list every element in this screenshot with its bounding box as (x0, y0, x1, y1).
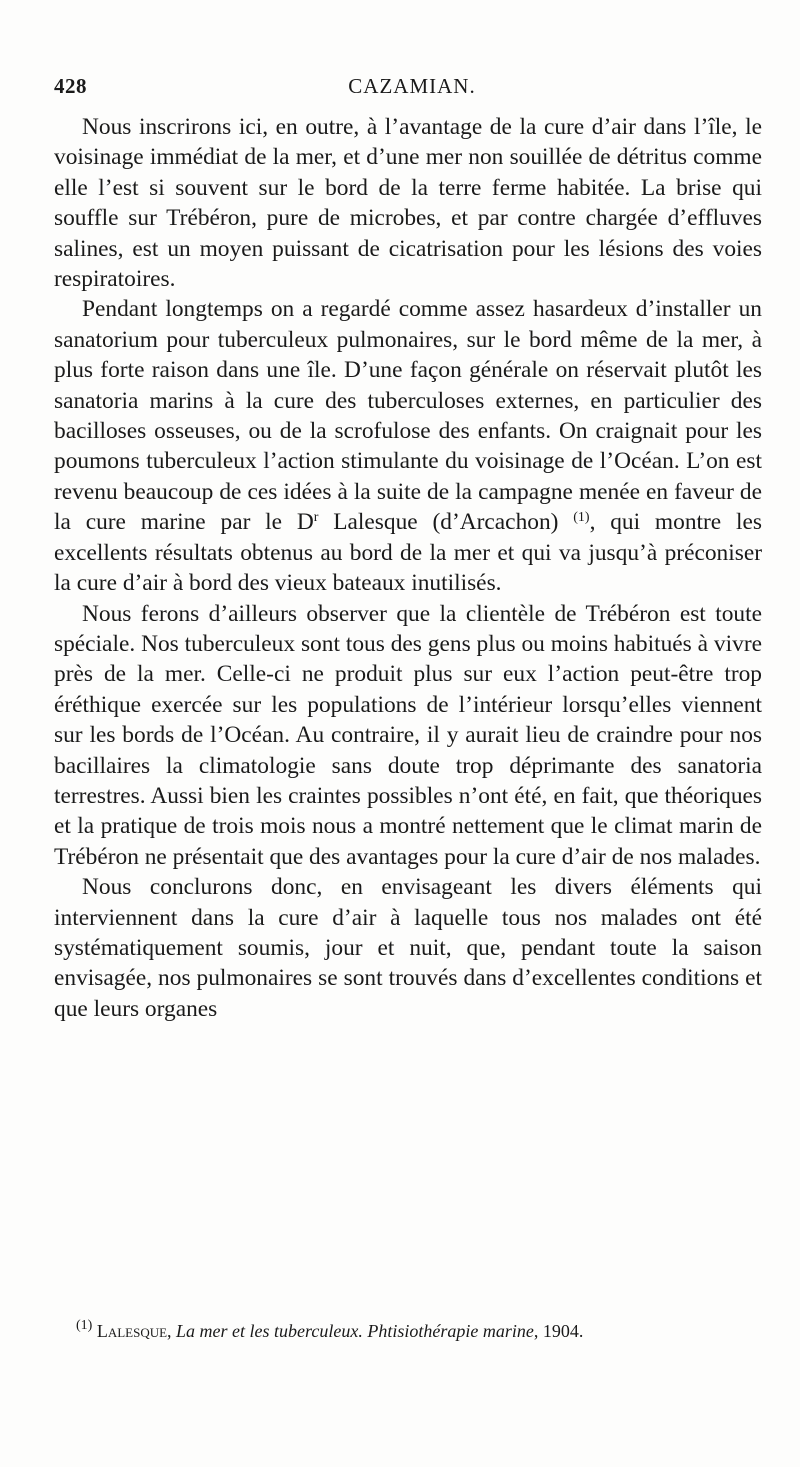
page-header (54, 74, 748, 104)
footnote-title: La mer et les tuberculeux. Phtisiothérapie marine (176, 1321, 534, 1341)
dr-superscript: r (313, 510, 319, 526)
paragraph-2-text-c: , qui montre les excellents résultats obtenus au bord de la mer et qui va jusqu’à préconiser la cure d’air à bord des vieux bateaux inutilisés. (54, 509, 762, 597)
paragraph-2-text-a: Pendant longtemps on a regardé comme assez hasardeux d’installer un sanatorium pour tuberculeux pulmonaires, sur le bord même de la mer, à plus forte raison dans une île. D’une façon générale on réservait plutôt les sanatoria marins à la cure des tuberculoses externes, en particulier des bacilloses osseuses, ou de la scrofulose des enfants. On craignait pour les poumons tuberculeux l’action stimulante du voisinage de l’Océan. L’on est revenu beaucoup de ces idées à la suite de la campagne menée en faveur de la cure marine par le D (54, 296, 762, 536)
footnote-marker: (1) (76, 1318, 93, 1333)
running-head: CAZAMIAN. (348, 74, 476, 98)
footnote-author: Lalesque (96, 1321, 168, 1341)
paragraph-2 (54, 294, 762, 598)
footnote-reference: (1) (573, 510, 590, 526)
page-number: 428 (54, 74, 87, 98)
paragraph-4: Nous conclurons donc, en envisageant les divers éléments qui interviennent dans la cure d’air à laquelle tous nos malades ont été systématiquement soumis, jour et nuit, que, pendant toute la saison envisagée, nos pulmonaires se sont trouvés dans d’excellentes conditions et que leurs organes (54, 874, 762, 1022)
body-text (54, 112, 762, 1024)
paragraph-2-text-b: Lalesque (d’Arcachon) (318, 509, 574, 536)
paragraph-1: Nous inscrirons ici, en outre, à l’avantage de la cure d’air dans l’île, le voisinage immédiat de la mer, et d’une mer non souillée de détritus comme elle l’est si souvent sur le bord de la terre ferme habitée. La brise qui souffle sur Trébéron, pure de microbes, et par contre chargée d’effluves salines, est un moyen puissant de cicatrisation pour les lésions des voies respiratoires. (54, 114, 762, 293)
footnote: $^{(1)}$ Lalesque, La mer et les tuberculeux. Phtisiothérapie marine, 1904. (76, 1318, 584, 1341)
footnote-year: , 1904. (533, 1321, 584, 1341)
paragraph-3: Nous ferons d’ailleurs observer que la clientèle de Trébéron est toute spéciale. Nos tuberculeux sont tous des gens plus ou moins habitués à vivre près de la mer. Celle-ci ne produit plus sur eux l’action peut-être trop éréthique exercée sur les populations de l’intérieur lorsqu’elles viennent sur les bords de l’Océan. Au contraire, il y aurait lieu de craindre pour nos bacillaires la climatologie sans doute trop déprimante des sanatoria terrestres. Aussi bien les craintes possibles n’ont été, en fait, que théoriques et la pratique de trois mois nous a montré nettement que le climat marin de Trébéron ne présentait que des avantages pour la cure d’air de nos malades. (54, 600, 762, 870)
